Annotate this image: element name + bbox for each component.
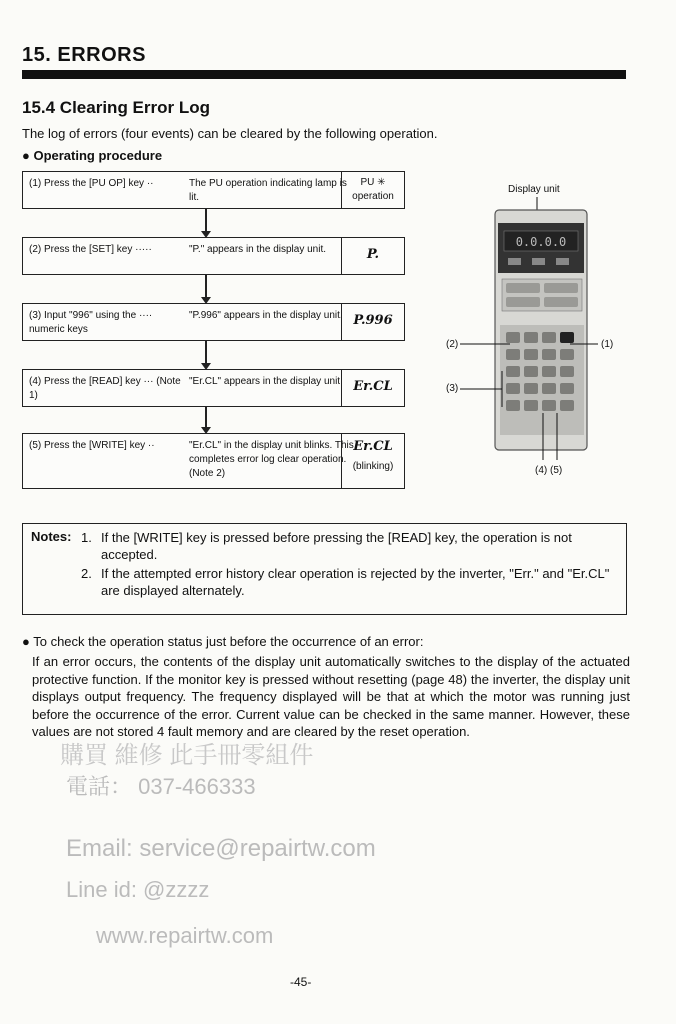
- callout-2: (2): [446, 339, 459, 350]
- check-body: If an error occurs, the contents of the display unit automatically switches to the display of the actuated protective function. If the monitor key is pressed without resetting (page 48) the inverter, the display unit displays output frequency. The frequency displayed will be that at which the motor was running just before the occurrence of the error. Current value can be checked in the same manner. However, these values are not stored 4 fault memory and are cleared by the reset operation.: [32, 654, 630, 740]
- step-5-display-text: Er.CL: [353, 439, 393, 454]
- step-2-display-text: P.: [366, 247, 380, 262]
- step-5-display-text2: (blinking): [352, 461, 394, 472]
- step-1-description: The PU operation indicating lamp is lit.: [189, 178, 347, 203]
- step-4-action: (4) Press the [READ] key ··· (Note 1): [29, 376, 181, 401]
- step-2-description: "P." appears in the display unit.: [189, 244, 327, 255]
- note-2: [81, 565, 621, 599]
- section-title: 15.4 Clearing Error Log: [22, 98, 210, 117]
- callout-4-5: (4) (5): [535, 465, 563, 476]
- step-5-description: "Er.CL" in the display unit blinks. This completes error log clear operation. (Note 2): [189, 440, 354, 479]
- flow-arrow: [205, 274, 207, 302]
- chapter-title: 15. ERRORS: [22, 44, 146, 66]
- procedure-heading: ● Operating procedure: [22, 148, 163, 163]
- step-4-description: "Er.CL" appears in the display unit.: [189, 376, 343, 387]
- watermark-line-5: www.repairtw.com: [96, 923, 274, 948]
- watermark-line-1: 購買 維修 此手冊零組件: [60, 742, 314, 769]
- step-3: [22, 303, 405, 341]
- callout-1: (1): [601, 339, 614, 350]
- step-1-display-text2: operation: [352, 191, 394, 202]
- note-1: [81, 529, 621, 563]
- check-heading-text: To check the operation status just before the occurrence of an error:: [33, 634, 424, 649]
- note-2-number: 2.: [81, 566, 92, 581]
- flow-arrow: [205, 406, 207, 432]
- step-5-display: [341, 434, 404, 488]
- step-4: [22, 369, 405, 407]
- step-2-action: (2) Press the [SET] key ·····: [29, 244, 152, 255]
- step-3-display-text: P.996: [353, 313, 393, 328]
- check-heading: ● To check the operation status just before the occurrence of an error:: [22, 634, 424, 649]
- chapter-rule: [22, 70, 626, 79]
- step-4-display-text: Er.CL: [353, 379, 393, 394]
- step-2: [22, 237, 405, 275]
- step-1-display-text: PU ✳: [360, 177, 386, 188]
- step-5: [22, 433, 405, 489]
- step-1-display: [341, 172, 404, 208]
- callout-3: (3): [446, 383, 459, 394]
- watermark-line-4: Line id: @zzzz: [66, 877, 210, 902]
- notes-label: Notes:: [31, 529, 72, 544]
- display-unit-label: Display unit: [508, 184, 560, 195]
- intro-text: The log of errors (four events) can be cleared by the following operation.: [22, 126, 438, 141]
- note-2-text: If the attempted error history clear operation is rejected by the inverter, "Err." and "Er.CL" are displayed alternately.: [101, 566, 610, 598]
- note-1-number: 1.: [81, 530, 92, 545]
- step-3-display: [341, 304, 404, 340]
- step-2-display: [341, 238, 404, 274]
- step-3-description: "P.996" appears in the display unit.: [189, 310, 343, 321]
- step-3-action: (3) Input "996" using the ···· numeric keys: [29, 310, 153, 335]
- procedure-heading-text: Operating procedure: [33, 148, 163, 163]
- step-1: [22, 171, 405, 209]
- svg-text:0.0.0.0: 0.0.0.0: [515, 235, 567, 249]
- note-1-text: If the [WRITE] key is pressed before pressing the [READ] key, the operation is not accepted.: [101, 530, 572, 562]
- step-1-action: (1) Press the [PU OP] key ··: [29, 178, 154, 189]
- flow-arrow: [205, 208, 207, 236]
- watermark-line-2: 電話： 037-466333: [66, 774, 256, 799]
- notes-box: [22, 523, 627, 615]
- step-5-action: (5) Press the [WRITE] key ··: [29, 440, 155, 451]
- flow-arrow: [205, 340, 207, 368]
- step-4-display: [341, 370, 404, 406]
- watermark-line-3: Email: service@repairtw.com: [66, 835, 376, 862]
- page-number: -45-: [290, 975, 312, 989]
